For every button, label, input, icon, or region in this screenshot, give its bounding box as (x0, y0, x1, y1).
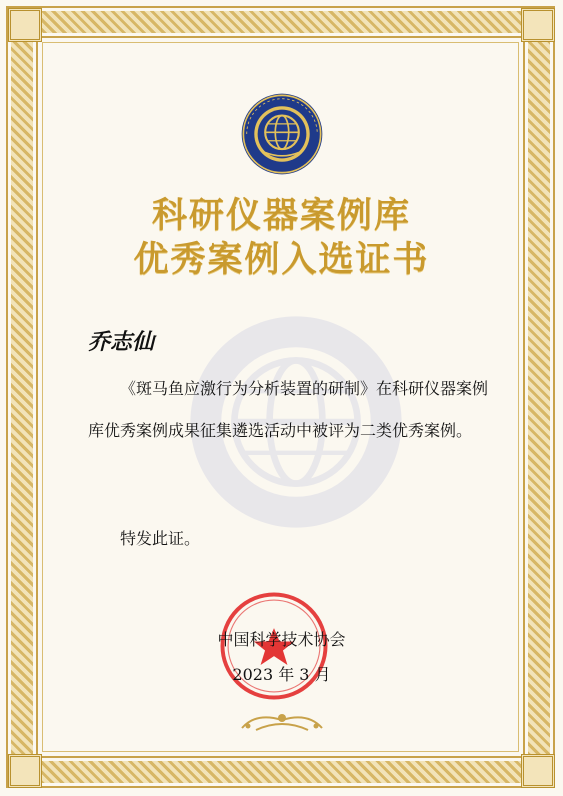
corner-ornament-bottom-right (521, 754, 555, 788)
certificate-body (88, 368, 488, 452)
certificate-title-line2: 优秀案例入选证书 (133, 240, 430, 280)
issue-date: 2023 年 3 月 (232, 665, 331, 684)
corner-ornament-top-right (521, 8, 555, 42)
globe-emblem-icon (240, 92, 324, 176)
bottom-ornament-icon (236, 706, 328, 736)
recipient-name: 乔志仙 (88, 329, 155, 355)
corner-ornament-top-left (8, 8, 42, 42)
body-text: 《斑马鱼应激行为分析装置的研制》在科研仪器案例库优秀案例成果征集遴选活动中被评为二类优秀案例。 (88, 379, 489, 440)
issuing-organization: 中国科学技术协会 (217, 630, 346, 649)
corner-ornament-bottom-left (8, 754, 42, 788)
certificate-title-line1: 科研仪器案例库 (151, 196, 411, 236)
closing-text: 特发此证。 (120, 529, 201, 548)
